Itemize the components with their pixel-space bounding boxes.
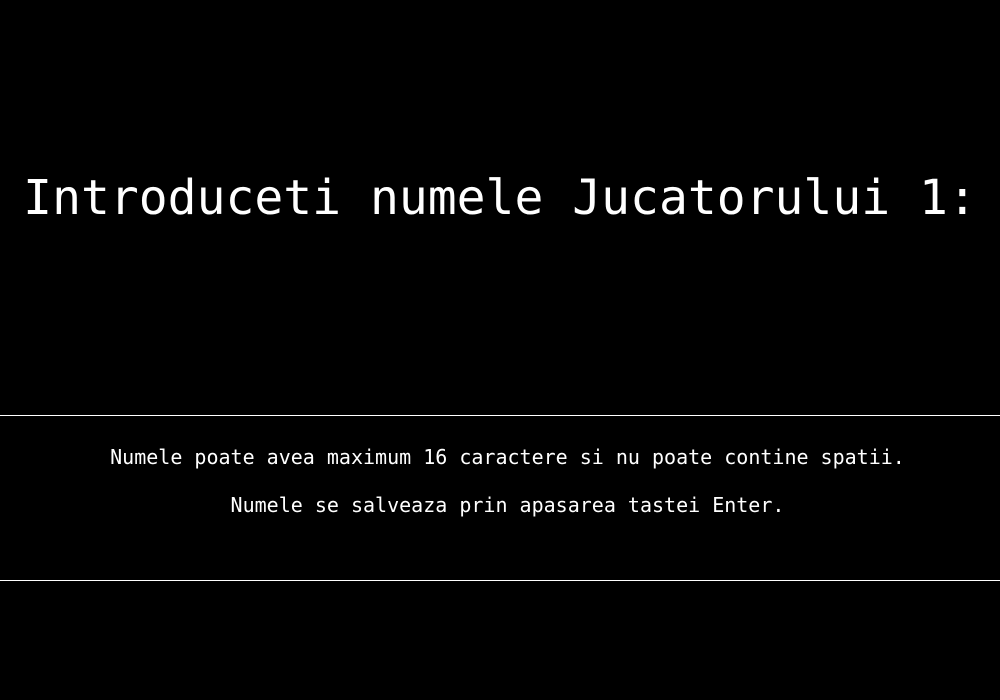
name-rule-text: Numele poate avea maximum 16 caractere si nu poate contine spatii.	[110, 445, 905, 469]
prompt-title: Introduceti numele Jucatorului 1:	[23, 170, 977, 226]
save-hint-text: Numele se salveaza prin apasarea tastei Enter.	[230, 493, 785, 517]
instructions	[110, 444, 905, 518]
